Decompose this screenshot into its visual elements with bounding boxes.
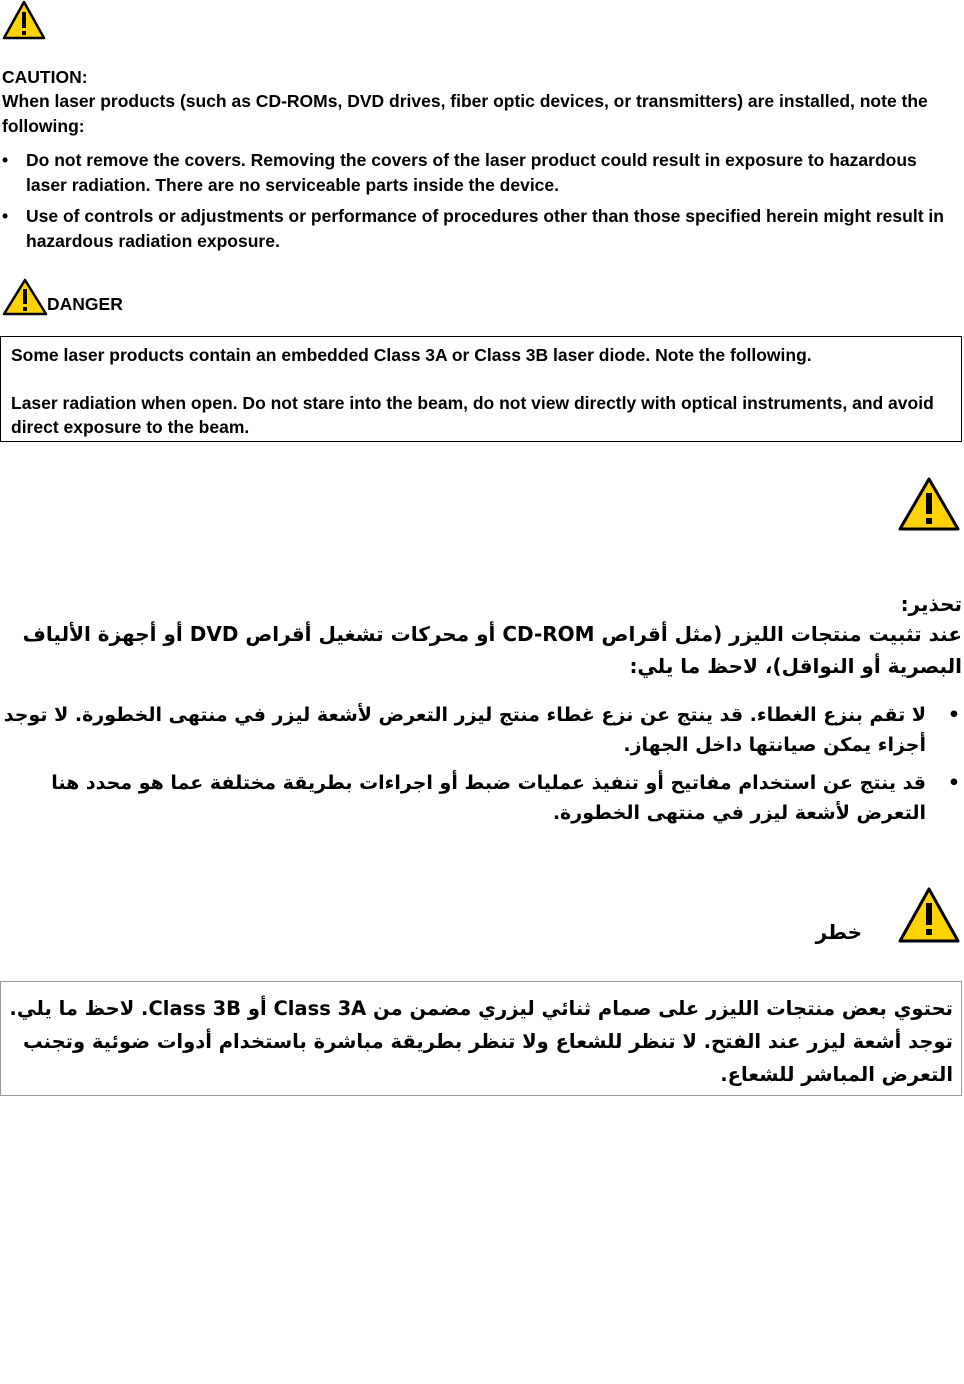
bullet-text: قد ينتج عن استخدام مفاتيح أو تنفيذ عمليات ضبط أو اجراءات بطريقة مختلفة عما هو محدد هنا التعرض لأشعة ليزر في منتهى الخطورة. — [51, 772, 926, 824]
danger-box-line1: Some laser products contain an embedded Class 3A or Class 3B laser diode. Note the following. — [11, 345, 812, 365]
bullet-text: Do not remove the covers. Removing the covers of the laser product could result in exposure to hazardous laser radiation. There are no serviceable parts inside the device. — [26, 150, 917, 195]
arabic-danger-box-text: تحتوي بعض منتجات الليزر على صمام ثنائي ليزري مضمن من Class 3A أو Class 3B. لاحظ ما يلي. توجد أشعة ليزر عند الفتح. لا تنظر للشعاع ولا تنظر بطريقة مباشرة باستخدام أدوات ضوئية وتجنب التعرض المباشر للشعاع. — [9, 997, 953, 1086]
arabic-danger-box — [0, 981, 962, 1096]
bullet-icon: • — [947, 704, 960, 726]
danger-warning-icon — [2, 278, 48, 316]
list-item — [0, 204, 960, 253]
danger-box — [0, 336, 962, 442]
caution-warning-icon — [2, 0, 46, 40]
arabic-caution-bullet-list — [2, 700, 964, 836]
bullet-icon: • — [947, 772, 960, 794]
arabic-danger-label: خطر — [815, 920, 862, 944]
bullet-icon: • — [2, 206, 9, 226]
caution-title: CAUTION: — [2, 67, 88, 87]
arabic-caution-intro: عند تثبيت منتجات الليزر (مثل أقراص CD-ROM أو محركات تشغيل أقراص DVD أو أجهزة الألياف البصرية أو النواقل)، لاحظ ما يلي: — [22, 622, 962, 678]
list-item — [2, 700, 964, 760]
danger-box-line2: Laser radiation when open. Do not stare into the beam, do not view directly with optical instruments, and avoid direct exposure to the beam. — [11, 393, 934, 437]
list-item — [0, 148, 960, 197]
arabic-caution-warning-icon — [897, 476, 961, 532]
bullet-icon: • — [2, 150, 9, 170]
bullet-text: Use of controls or adjustments or performance of procedures other than those specified herein might result in hazardous radiation exposure. — [26, 206, 944, 251]
caution-bullet-list — [0, 148, 960, 260]
caution-intro: When laser products (such as CD-ROMs, DVD drives, fiber optic devices, or transmitters) are installed, note the following: — [2, 91, 928, 136]
list-item — [2, 768, 964, 828]
bullet-text: لا تقم بنزع الغطاء. قد ينتج عن نزع غطاء منتج ليزر التعرض لأشعة ليزر في منتهى الخطورة. لا توجد أجزاء يمكن صيانتها داخل الجهاز. — [3, 704, 926, 756]
arabic-caution-title: تحذير: — [900, 592, 962, 616]
arabic-danger-warning-icon — [897, 886, 961, 944]
danger-label: DANGER — [47, 294, 123, 314]
